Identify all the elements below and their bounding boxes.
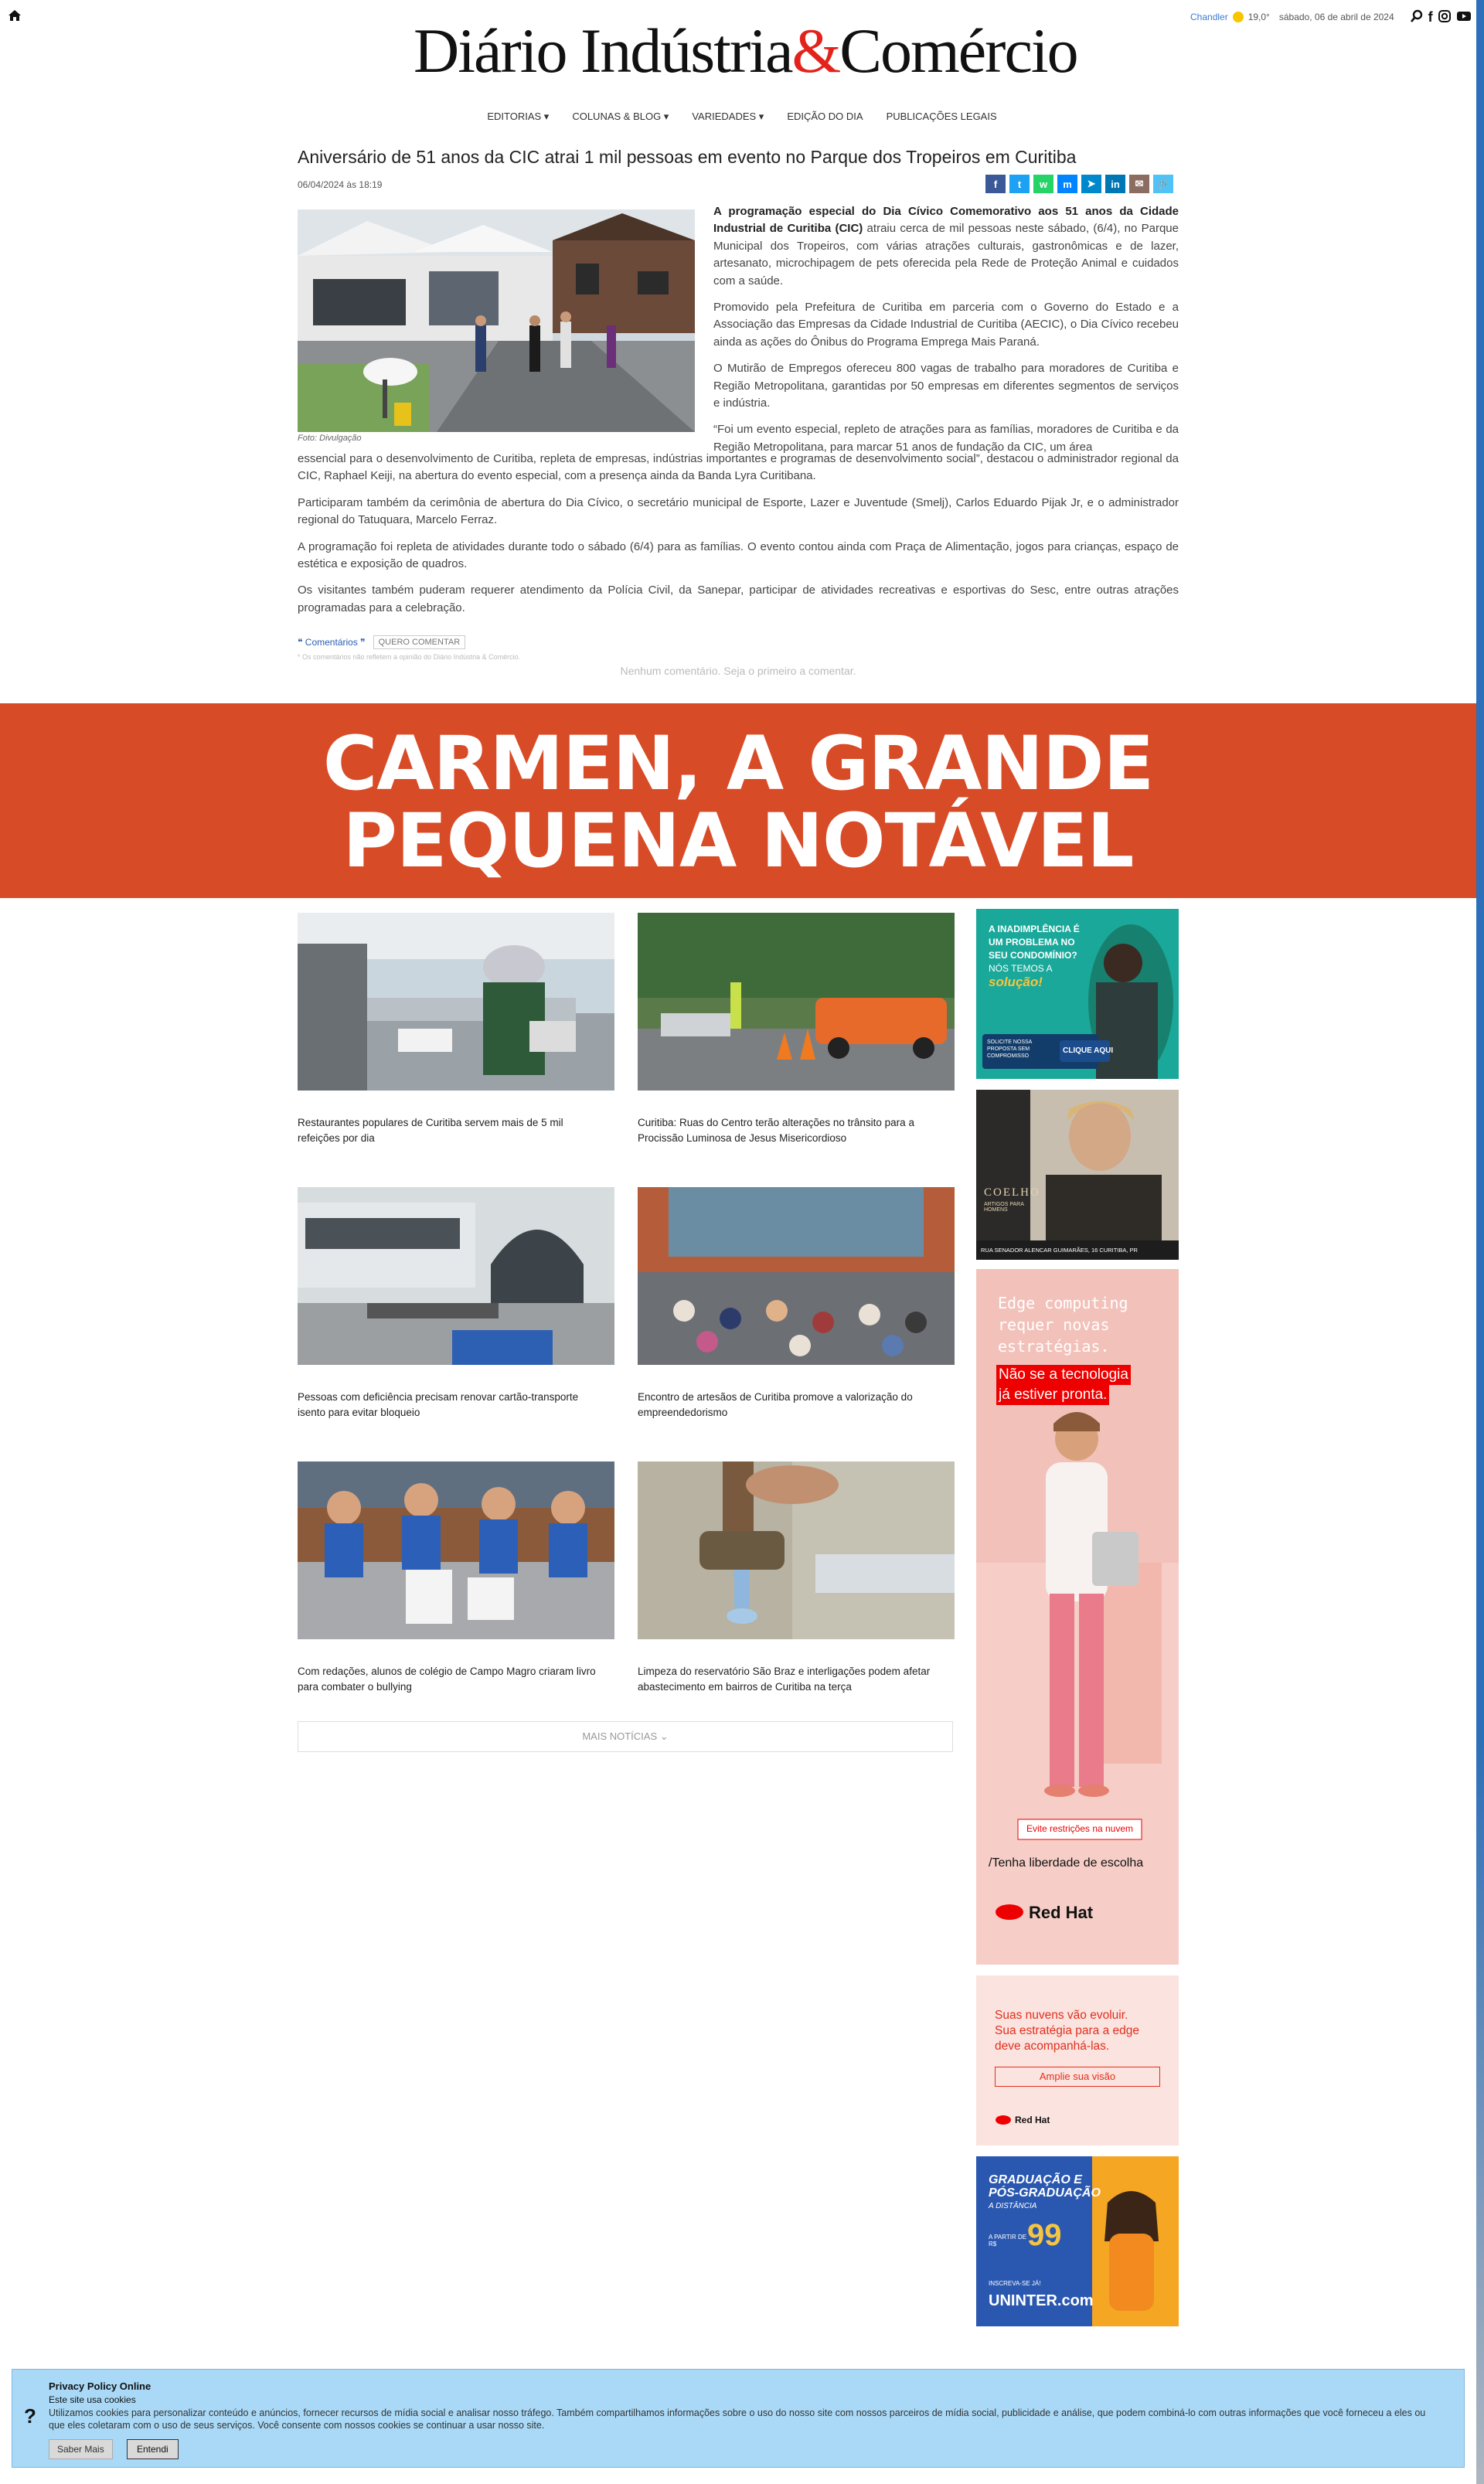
article-body-top [713, 203, 1179, 456]
search-icon[interactable] [1410, 9, 1424, 26]
share-buttons [985, 175, 1173, 193]
news-thumbnail[interactable] [638, 1461, 955, 1639]
ad3-line-1: Edge computing [998, 1294, 1128, 1312]
nav-publicacoes-legais[interactable]: PUBLICAÇÕES LEGAIS [886, 111, 997, 122]
news-thumbnail[interactable] [638, 1187, 955, 1365]
article-paragraph-2: Promovido pela Prefeitura de Curitiba em parceria com o Governo do Estado e a Associação das Empresas da Cidade Industrial de Curitiba (AECIC), o Dia Cívico recebeu ainda as ações do Ônibus do Programa Emprega Mais Paraná. [713, 301, 1179, 349]
ad4-button[interactable]: Amplie sua visão [995, 2067, 1160, 2087]
comments-note: * Os comentários não refletem a opinião do Diário Indústria & Comércio. [298, 653, 521, 661]
banner-text [0, 720, 1476, 884]
news-thumbnail[interactable] [298, 913, 614, 1091]
article-paragraph-6: A programação foi repleta de atividades durante todo o sábado (6/4) para as famílias. O evento contou ainda com Praça de Alimentação, jogos para crianças, espaço de estética e exposição de quadros. [298, 539, 1179, 571]
instagram-icon[interactable] [1438, 9, 1452, 26]
news-card[interactable] [298, 1461, 614, 1695]
news-title[interactable]: Limpeza do reservatório São Braz e interligações podem afetar abastecimento em bairros de Curitiba na terça [638, 1666, 931, 1693]
email-share-icon[interactable]: ✉ [1129, 175, 1149, 193]
news-thumbnail[interactable] [298, 1461, 614, 1639]
news-title[interactable]: Curitiba: Ruas do Centro terão alterações no trânsito para a Procissão Luminosa de Jesus Misericordioso [638, 1117, 914, 1144]
youtube-icon[interactable] [1456, 10, 1472, 25]
whatsapp-share-icon[interactable]: w [1033, 175, 1053, 193]
nav-colunas-blog[interactable]: COLUNAS & BLOG ▾ [572, 111, 669, 122]
ad1-cta[interactable]: CLIQUE AQUI [1063, 1046, 1114, 1055]
ad5-price-pre: A PARTIR DE R$ [989, 2234, 1027, 2248]
twitter-share-icon[interactable]: t [1009, 175, 1030, 193]
ad5-price: 99 [1027, 2218, 1062, 2252]
site-logo[interactable] [414, 15, 1077, 86]
logo-text-1: Diário Indústria [414, 15, 792, 86]
news-card[interactable] [298, 913, 614, 1146]
news-title[interactable]: Pessoas com deficiência precisam renovar cartão-transporte isento para evitar bloqueio [298, 1391, 579, 1418]
ad-uninter[interactable] [976, 2156, 1179, 2326]
facebook-icon[interactable]: f [1428, 9, 1433, 25]
more-news-button[interactable]: MAIS NOTÍCIAS ⌄ [298, 1721, 953, 1752]
ad4-line-3: deve acompanhá-las. [995, 2040, 1110, 2053]
link-share-icon[interactable]: 🔗 [1153, 175, 1173, 193]
ad3-line-3: estratégias. [998, 1337, 1110, 1356]
ad3-tagline: /Tenha liberdade de escolha [989, 1856, 1144, 1870]
home-icon[interactable] [8, 9, 22, 22]
article-paragraph-4-end: essencial para o desenvolvimento de Curitiba, repleta de empresas, indústrias importantes e programas de desenvolvimento social”, destacou o administrador regional da CIC, Raphael Keiji, na abertura do evento especial, com a presença ainda da Banda Lyra Curitibana. [298, 452, 1179, 483]
ad-redhat-edge[interactable] [976, 1269, 1179, 1965]
ad1-line-5: solução! [989, 975, 1043, 989]
logo-text-2: Comércio [839, 15, 1077, 86]
ad3-brand: Red Hat [1029, 1903, 1094, 1922]
news-thumbnail[interactable] [638, 913, 955, 1091]
article-paragraph-1 [713, 203, 1179, 290]
ad5-line-2: PÓS-GRADUAÇÃO [989, 2186, 1101, 2200]
ad2-brand: COELHO [984, 1186, 1040, 1199]
news-card[interactable] [638, 1187, 955, 1421]
news-thumbnail[interactable] [298, 1187, 614, 1365]
weather-city[interactable]: Chandler [1190, 12, 1228, 22]
ad3-highlight-2: já estiver pronta. [996, 1385, 1109, 1405]
ad1-line-3: SEU CONDOMÍNIO? [989, 950, 1077, 961]
no-comments-text: Nenhum comentário. Seja o primeiro a comentar. [620, 665, 856, 677]
article-date: 06/04/2024 às 18:19 [298, 179, 383, 190]
article-paragraph-5: Participaram também da cerimônia de abertura do Dia Cívico, o secretário municipal de Esporte, Lazer e Juventude (Smelj), Carlos Eduardo Pijak Jr, e o administrador regional do Tatuquara, Marcelo Ferraz. [298, 495, 1179, 527]
carmen-banner[interactable] [0, 703, 1476, 898]
weather-temp: 19,0° [1247, 12, 1270, 22]
messenger-share-icon[interactable]: m [1057, 175, 1077, 193]
ad5-line-3: A DISTÂNCIA [989, 2202, 1037, 2210]
linkedin-share-icon[interactable]: in [1105, 175, 1125, 193]
comments-label-text: Comentários [305, 637, 358, 648]
comment-button[interactable]: QUERO COMENTAR [373, 635, 466, 649]
logo-ampersand: & [791, 15, 840, 86]
news-card[interactable] [638, 1461, 955, 1695]
nav-editorias[interactable]: EDITORIAS ▾ [487, 111, 550, 122]
article-photo[interactable] [298, 209, 695, 432]
news-title[interactable]: Encontro de artesãos de Curitiba promove a valorização do empreendedorismo [638, 1391, 913, 1418]
news-card[interactable] [298, 1187, 614, 1421]
comments-bar [298, 635, 465, 649]
main-nav [464, 111, 1020, 123]
ad4-line-1: Suas nuvens vão evoluir. [995, 2009, 1128, 2022]
cookie-learn-more-button[interactable]: Saber Mais [49, 2439, 113, 2459]
cookie-subtitle: Este site usa cookies [49, 2394, 136, 2405]
ad2-address: RUA SENADOR ALENCAR GUIMARÃES, 16 CURITIBA, PR [981, 1247, 1138, 1254]
ad4-brand: Red Hat [1015, 2115, 1050, 2125]
photo-caption: Foto: Divulgação [298, 434, 362, 443]
ad4-line-2: Sua estratégia para a edge [995, 2024, 1139, 2037]
banner-line-1: CARMEN, A GRANDE [322, 720, 1154, 807]
ad5-brand: UNINTER.com [989, 2292, 1094, 2309]
question-icon: ? [24, 2404, 36, 2428]
page-side-stripe [1476, 0, 1484, 2484]
news-card[interactable] [638, 913, 955, 1146]
news-title[interactable]: Restaurantes populares de Curitiba servem mais de 5 mil refeições por dia [298, 1117, 563, 1144]
facebook-share-icon[interactable]: f [985, 175, 1006, 193]
nav-edicao-do-dia[interactable]: EDIÇÃO DO DIA [787, 111, 863, 122]
article-lead-rest: atraiu cerca de mil pessoas neste sábado, (6/4), no Parque Municipal dos Tropeiros, com várias atrações culturais, gastronômicas e de lazer, artesanato, microchipagem de pets oferecida pela Rede de Proteção Animal e cuidados com a saúde. [713, 222, 1179, 288]
ad5-line-1: GRADUAÇÃO E [989, 2173, 1082, 2186]
ad-condominio[interactable] [976, 909, 1179, 1079]
article-lead-bold: A programação especial do Dia Cívico Comemorativo aos 51 anos da Cidade Industrial de Curitiba (CIC) [713, 205, 1179, 236]
current-date: sábado, 06 de abril de 2024 [1278, 12, 1394, 22]
ad4-logo [995, 2115, 1050, 2125]
cookie-text: Utilizamos cookies para personalizar conteúdo e anúncios, fornecer recursos de mídia social e analisar nosso tráfego. Também compartilhamos informações sobre o uso do nosso site com nossos parceiros de mídia social, publicidade e análise, que podem combiná-lo com outras informações que você forneceu a eles ou que eles coletaram com o uso de seus serviços. Você consente com nossos cookies se continuar a usar nosso site. [49, 2407, 1426, 2431]
cookie-accept-button[interactable]: Entendi [127, 2439, 179, 2459]
header-top-right [1190, 9, 1472, 25]
ad1-small: SOLICITE NOSSA PROPOSTA SEM COMPROMISSO [987, 1040, 1032, 1059]
banner-line-2: PEQUENA NOTÁVEL [342, 798, 1134, 884]
article-paragraph-4-start: “Foi um evento especial, repleto de atrações para as famílias, moradores de Curitiba e da Região Metropolitana, para marcar 51 anos de fundação da CIC, um área [713, 423, 1179, 454]
ad3-line-2: requer novas [998, 1315, 1110, 1334]
ad3-highlight-1: Não se a tecnologia [996, 1365, 1131, 1385]
news-title[interactable]: Com redações, alunos de colégio de Campo Magro criaram livro para combater o bullying [298, 1666, 596, 1693]
article-headline: Aniversário de 51 anos da CIC atrai 1 mil pessoas em evento no Parque dos Tropeiros em Curitiba [298, 147, 1077, 167]
article-body-bottom [298, 451, 1179, 626]
nav-variedades[interactable]: VARIEDADES ▾ [692, 111, 764, 122]
cookie-title: Privacy Policy Online [49, 2380, 151, 2392]
sun-icon [1233, 12, 1244, 22]
article-paragraph-7: Os visitantes também puderam requerer atendimento da Polícia Civil, da Sanepar, participar de atividades recreativas e esportivas do Sesc, entre outras atrações programadas para a celebração. [298, 584, 1179, 614]
ad5-cta[interactable]: INSCREVA-SE JÁ! [989, 2280, 1041, 2287]
ad1-line-1: A INADIMPLÊNCIA É [989, 924, 1080, 934]
article-paragraph-3: O Mutirão de Empregos ofereceu 800 vagas de trabalho para moradores de Curitiba e Região Metropolitana, garantidas por 50 empresas em diferentes segmentos de serviços e indústria. [713, 362, 1179, 410]
ad-coelho[interactable] [976, 1090, 1179, 1260]
telegram-share-icon[interactable]: ➤ [1081, 175, 1101, 193]
ad2-sub: ARTIGOS PARA HOMENS [984, 1202, 1024, 1213]
comments-label: ❝ Comentários ❞ [298, 637, 366, 648]
ad-redhat-cloud[interactable] [976, 1975, 1179, 2145]
ad1-line-2: UM PROBLEMA NO [989, 937, 1075, 948]
ad1-line-4: NÓS TEMOS A [989, 963, 1053, 974]
cookie-banner [12, 2369, 1465, 2468]
ad3-button[interactable]: Evite restrições na nuvem [1026, 1823, 1134, 1834]
